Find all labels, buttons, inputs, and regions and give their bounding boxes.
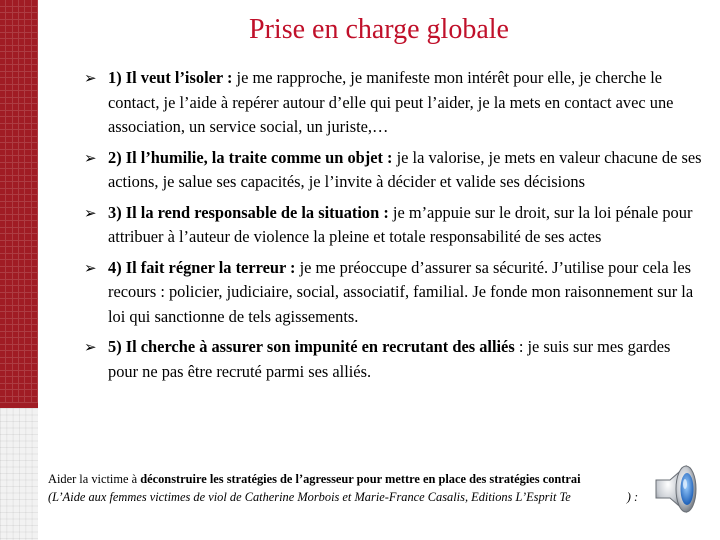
- bullet-item-5: [84, 335, 704, 384]
- bullet-text: : je suis sur mes gardes pour ne pas être recruté parmi ses alliés.: [108, 337, 671, 381]
- bullet-item-4: [84, 256, 704, 330]
- bullet-text: je m’appuie sur le droit, sur la loi pénale pour attribuer à l’auteur de violence la pleine et totale responsabilité de ses actes: [108, 202, 693, 246]
- footer-reference-tail: ) :: [626, 490, 639, 504]
- bullet-lead: 5) Il cherche à assurer son impunité en recrutant des alliés: [108, 337, 515, 356]
- bullet-lead: 3) Il la rend responsable de la situation :: [108, 202, 389, 222]
- bullet-item-1: [84, 66, 704, 140]
- arrow-right-icon: ➢: [84, 258, 97, 277]
- footer-line-1: [48, 470, 720, 488]
- bullet-list: [84, 66, 704, 390]
- footer-line-2: [48, 488, 720, 506]
- arrow-right-icon: ➢: [84, 203, 97, 222]
- bullet-text: je la valorise, je mets en valeur chacune de ses actions, je salue ses capacités, je l’invite à décider et valide ses décisions: [108, 147, 702, 191]
- bullet-lead: 2) Il l’humilie, la traite comme un objet :: [108, 147, 393, 167]
- footer-strong: déconstruire les stratégies de l’agresseur pour mettre en place des stratégies contrai: [140, 472, 581, 486]
- footer-prefix: Aider la victime à: [48, 472, 141, 486]
- bullet-text: je me rapproche, je manifeste mon intérêt pour elle, je cherche le contact, je l’aide à repérer autour d’elle qui peut l’aider, je la mets en contact avec une association, un service social, un juriste,…: [108, 68, 674, 136]
- footer-note: [48, 470, 720, 506]
- arrow-right-icon: ➢: [84, 148, 97, 167]
- footer-reference: (L’Aide aux femmes victimes de viol de Catherine Morbois et Marie-France Casalis, Editions L’Esprit Te: [48, 490, 571, 504]
- slide-title: Prise en charge globale: [249, 14, 509, 45]
- bullet-lead: 4) Il fait régner la terreur :: [108, 257, 296, 277]
- arrow-right-icon: ➢: [84, 338, 97, 356]
- bullet-lead: 1) Il veut l’isoler :: [108, 68, 233, 87]
- sidebar-bottom-decoration: [0, 408, 38, 540]
- bullet-text: je me préoccupe d’assurer sa sécurité. J’utilise pour cela les recours : policier, judiciaire, social, associatif, familial. Je fonde mon raisonnement sur la loi qui sanctionne de tels agissements.: [108, 257, 694, 326]
- speaker-icon[interactable]: [650, 458, 712, 520]
- bullet-item-2: [84, 146, 704, 195]
- arrow-right-icon: ➢: [84, 69, 97, 87]
- bullet-item-3: [84, 201, 704, 250]
